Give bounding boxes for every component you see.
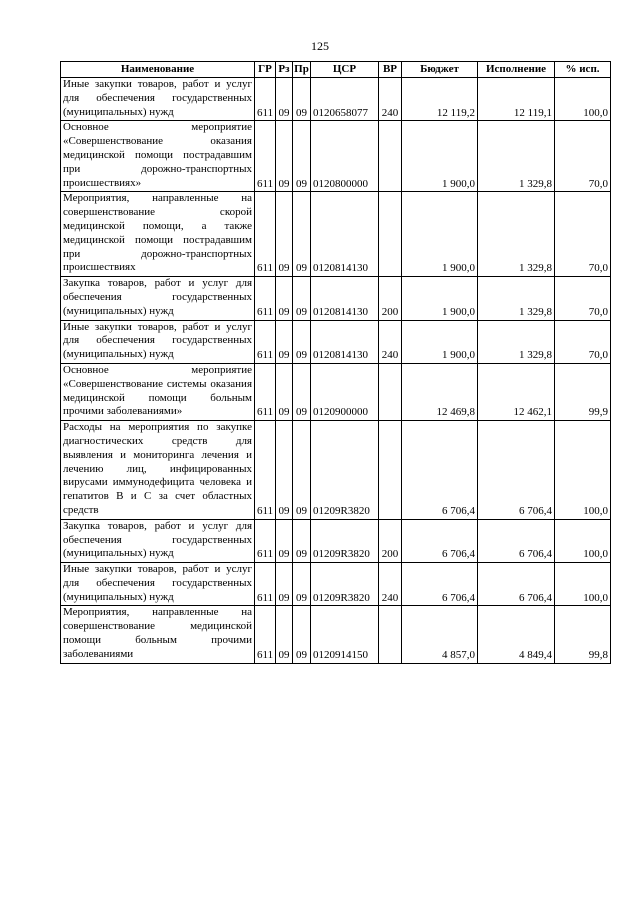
row-rz: 09	[276, 320, 293, 363]
table-row	[61, 363, 611, 420]
row-percent: 70,0	[555, 192, 611, 277]
row-gr: 611	[255, 320, 276, 363]
row-rz: 09	[276, 519, 293, 562]
row-gr: 611	[255, 421, 276, 520]
table-row	[61, 320, 611, 363]
row-execution: 4 849,4	[478, 606, 555, 663]
row-pr: 09	[293, 192, 311, 277]
row-budget: 1 900,0	[402, 192, 478, 277]
header-execution: Исполнение	[478, 62, 555, 78]
row-rz: 09	[276, 563, 293, 606]
row-csr: 0120800000	[311, 121, 379, 192]
page-number: 125	[311, 39, 329, 53]
row-gr: 611	[255, 192, 276, 277]
row-pr: 09	[293, 277, 311, 320]
row-percent: 100,0	[555, 78, 611, 121]
header-budget: Бюджет	[402, 62, 478, 78]
row-gr: 611	[255, 277, 276, 320]
row-budget: 6 706,4	[402, 421, 478, 520]
row-percent: 99,9	[555, 363, 611, 420]
row-budget: 1 900,0	[402, 277, 478, 320]
row-execution: 6 706,4	[478, 563, 555, 606]
row-name: Основное мероприятие «Совершенствование оказания медицинской помощи пострадавшим при дорожно-транспортных происшествиях»	[61, 121, 255, 192]
row-execution: 1 329,8	[478, 121, 555, 192]
budget-table	[60, 61, 611, 664]
row-csr: 01209R3820	[311, 421, 379, 520]
row-csr: 0120658077	[311, 78, 379, 121]
row-budget: 6 706,4	[402, 519, 478, 562]
row-vr: 240	[379, 320, 402, 363]
row-csr: 0120814130	[311, 320, 379, 363]
table-body	[61, 78, 611, 664]
row-vr	[379, 192, 402, 277]
row-gr: 611	[255, 606, 276, 663]
header-vr: ВР	[379, 62, 402, 78]
row-budget: 1 900,0	[402, 320, 478, 363]
table-row	[61, 563, 611, 606]
row-vr: 240	[379, 78, 402, 121]
row-execution: 1 329,8	[478, 320, 555, 363]
table-row	[61, 78, 611, 121]
row-percent: 100,0	[555, 519, 611, 562]
row-csr: 01209R3820	[311, 519, 379, 562]
table-row	[61, 192, 611, 277]
row-percent: 70,0	[555, 277, 611, 320]
row-pr: 09	[293, 563, 311, 606]
row-percent: 70,0	[555, 121, 611, 192]
table-header-row	[61, 62, 611, 78]
row-rz: 09	[276, 277, 293, 320]
row-rz: 09	[276, 421, 293, 520]
row-budget: 12 119,2	[402, 78, 478, 121]
row-pr: 09	[293, 363, 311, 420]
row-gr: 611	[255, 121, 276, 192]
header-csr: ЦСР	[311, 62, 379, 78]
row-rz: 09	[276, 121, 293, 192]
row-budget: 4 857,0	[402, 606, 478, 663]
row-name: Иные закупки товаров, работ и услуг для обеспечения государственных (муниципальных) нужд	[61, 320, 255, 363]
row-csr: 01209R3820	[311, 563, 379, 606]
table-row	[61, 277, 611, 320]
row-csr: 0120900000	[311, 363, 379, 420]
header-pr: Пр	[293, 62, 311, 78]
row-percent: 70,0	[555, 320, 611, 363]
row-name: Иные закупки товаров, работ и услуг для обеспечения государственных (муниципальных) нужд	[61, 78, 255, 121]
row-budget: 1 900,0	[402, 121, 478, 192]
table-row	[61, 121, 611, 192]
row-rz: 09	[276, 606, 293, 663]
row-rz: 09	[276, 363, 293, 420]
row-vr	[379, 606, 402, 663]
row-name: Расходы на мероприятия по закупке диагностических средств для выявления и мониторинга лечения и лечению лиц, инфицированных вирусами иммунодефицита человека и гепатитов В и С за счет областных средств	[61, 421, 255, 520]
row-execution: 12 119,1	[478, 78, 555, 121]
row-csr: 0120914150	[311, 606, 379, 663]
row-vr: 200	[379, 519, 402, 562]
row-vr: 240	[379, 563, 402, 606]
row-gr: 611	[255, 563, 276, 606]
row-execution: 6 706,4	[478, 421, 555, 520]
row-name: Основное мероприятие «Совершенствование системы оказания медицинской помощи больным прочими заболеваниями»	[61, 363, 255, 420]
table-row	[61, 519, 611, 562]
row-vr	[379, 421, 402, 520]
header-percent: % исп.	[555, 62, 611, 78]
row-percent: 100,0	[555, 563, 611, 606]
row-name: Мероприятия, направленные на совершенствование медицинской помощи больным прочими заболеваниями	[61, 606, 255, 663]
row-budget: 6 706,4	[402, 563, 478, 606]
row-execution: 1 329,8	[478, 192, 555, 277]
row-pr: 09	[293, 421, 311, 520]
row-execution: 12 462,1	[478, 363, 555, 420]
header-name: Наименование	[61, 62, 255, 78]
row-csr: 0120814130	[311, 277, 379, 320]
row-execution: 1 329,8	[478, 277, 555, 320]
row-vr	[379, 363, 402, 420]
row-pr: 09	[293, 519, 311, 562]
table-row	[61, 421, 611, 520]
row-csr: 0120814130	[311, 192, 379, 277]
row-percent: 99,8	[555, 606, 611, 663]
table-row	[61, 606, 611, 663]
header-gr: ГР	[255, 62, 276, 78]
row-rz: 09	[276, 78, 293, 121]
row-name: Закупка товаров, работ и услуг для обеспечения государственных (муниципальных) нужд	[61, 519, 255, 562]
row-gr: 611	[255, 363, 276, 420]
row-budget: 12 469,8	[402, 363, 478, 420]
row-pr: 09	[293, 78, 311, 121]
row-pr: 09	[293, 320, 311, 363]
row-execution: 6 706,4	[478, 519, 555, 562]
row-vr: 200	[379, 277, 402, 320]
row-gr: 611	[255, 78, 276, 121]
row-name: Иные закупки товаров, работ и услуг для обеспечения государственных (муниципальных) нужд	[61, 563, 255, 606]
row-rz: 09	[276, 192, 293, 277]
row-pr: 09	[293, 606, 311, 663]
header-rz: Рз	[276, 62, 293, 78]
row-percent: 100,0	[555, 421, 611, 520]
row-name: Закупка товаров, работ и услуг для обеспечения государственных (муниципальных) нужд	[61, 277, 255, 320]
row-pr: 09	[293, 121, 311, 192]
row-name: Мероприятия, направленные на совершенствование скорой медицинской помощи, а также медицинской помощи пострадавшим при дорожно-транспортных происшествиях	[61, 192, 255, 277]
row-vr	[379, 121, 402, 192]
row-gr: 611	[255, 519, 276, 562]
